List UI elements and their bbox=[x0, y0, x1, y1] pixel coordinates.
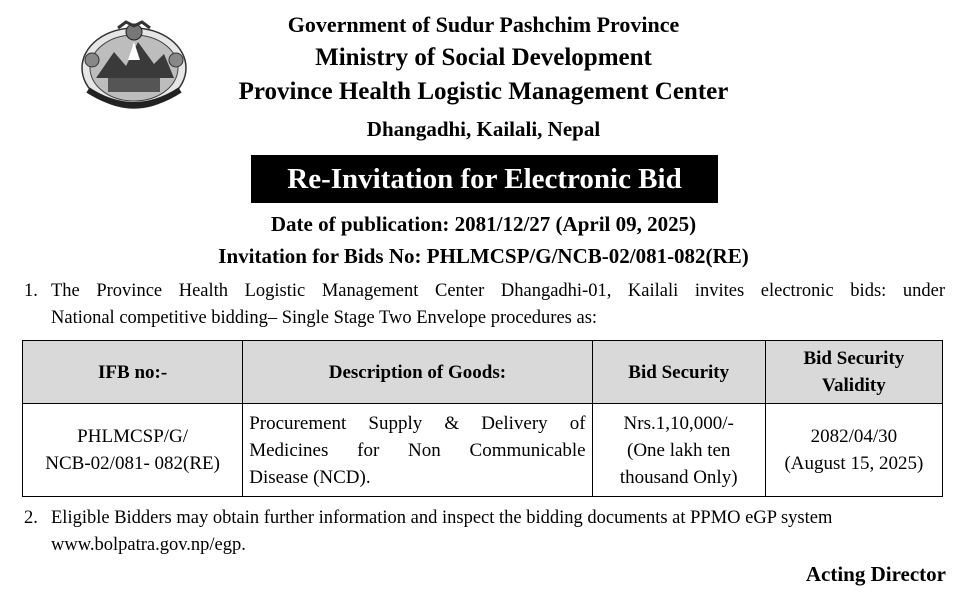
header-description: Description of Goods: bbox=[243, 341, 592, 404]
security-line: Nrs.1,10,000/- bbox=[623, 412, 734, 434]
header-ifb: IFB no:- bbox=[23, 341, 243, 404]
table-row bbox=[23, 404, 943, 497]
header-validity: Bid Security Validity bbox=[765, 341, 942, 404]
validity-line: (August 15, 2025) bbox=[784, 453, 924, 474]
ifb-line: PHLMCSP/G/ bbox=[77, 426, 189, 447]
bid-table bbox=[22, 340, 943, 497]
para1-line2: National competitive bidding– Single Stage Two Envelope procedures as: bbox=[51, 308, 598, 328]
invitation-number: Invitation for Bids No: PHLMCSP/G/NCB-02/081-082(RE) bbox=[218, 244, 749, 268]
government-title: Government of Sudur Pashchim Province bbox=[287, 12, 680, 37]
address: Dhangadhi, Kailali, Nepal bbox=[366, 117, 601, 141]
para1-line1: The Province Health Logistic Management Center Dhangadhi-01, Kailali invites electronic bids: under bbox=[51, 281, 945, 301]
para2-line1: Eligible Bidders may obtain further information and inspect the bidding documents at PPMO eGP system bbox=[51, 508, 833, 528]
description-line: Disease (NCD). bbox=[249, 466, 371, 488]
cell-validity bbox=[765, 404, 942, 497]
signature-title: Acting Director bbox=[805, 562, 946, 586]
validity-line: 2082/04/30 bbox=[810, 426, 898, 447]
ministry-title: Ministry of Social Development bbox=[315, 44, 652, 71]
header-bid-security: Bid Security bbox=[592, 341, 765, 404]
cell-ifb bbox=[23, 404, 243, 497]
cell-description bbox=[243, 404, 592, 497]
notice-banner: Re-Invitation for Electronic Bid bbox=[251, 155, 718, 203]
description-line: Medicines for Non Communicable bbox=[249, 439, 586, 461]
publication-date: Date of publication: 2081/12/27 (April 09, 2025) bbox=[270, 212, 697, 236]
cell-bid-security bbox=[592, 404, 765, 497]
security-line: (One lakh ten bbox=[627, 439, 731, 461]
para1-number: 1. bbox=[24, 281, 38, 301]
table-header-row bbox=[23, 341, 943, 404]
description-line: Procurement Supply & Delivery of bbox=[249, 412, 586, 434]
para2-line2: www.bolpatra.gov.np/egp. bbox=[51, 535, 246, 555]
security-line: thousand Only) bbox=[619, 466, 738, 488]
center-title: Province Health Logistic Management Center bbox=[238, 78, 729, 105]
para2-number: 2. bbox=[24, 508, 38, 528]
ifb-line: NCB-02/081- 082(RE) bbox=[45, 453, 220, 474]
